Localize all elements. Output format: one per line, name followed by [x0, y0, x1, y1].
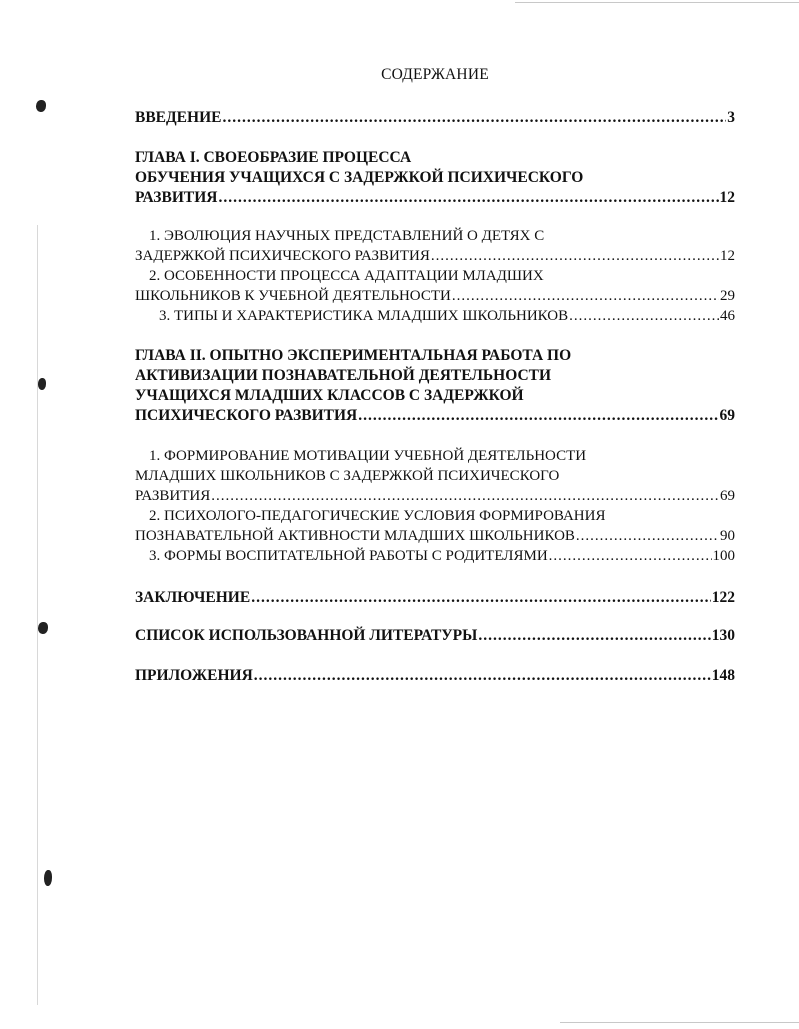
toc-entry-title-line: 3. ФОРМЫ ВОСПИТАТЕЛЬНОЙ РАБОТЫ С РОДИТЕЛЯМИ: [149, 548, 548, 564]
leader-dots: [452, 286, 719, 306]
leader-dots: [211, 486, 719, 506]
scan-top-line: [515, 2, 799, 3]
toc-entry-page: 100: [712, 548, 735, 564]
toc-entry-section-2-1[interactable]: [135, 446, 735, 506]
toc-entry-title-line: 3. ТИПЫ И ХАРАКТЕРИСТИКА МЛАДШИХ ШКОЛЬНИКОВ: [159, 308, 569, 324]
toc-entry-section-2-3[interactable]: [135, 546, 735, 566]
toc-entry-title-line: ЗАДЕРЖКОЙ ПСИХИЧЕСКОГО РАЗВИТИЯ: [135, 248, 430, 264]
scan-margin-line: [37, 225, 38, 1005]
toc-entry-page: 46: [720, 308, 735, 324]
leader-dots: [218, 188, 718, 208]
toc-entry-chapter-1[interactable]: [135, 148, 735, 208]
page-title: СОДЕРЖАНИЕ: [381, 66, 489, 83]
leader-dots: [254, 666, 711, 686]
toc-entry-page: 90: [720, 528, 735, 544]
toc-entry-section-2-2[interactable]: [135, 506, 735, 546]
toc-entry-title-line: РАЗВИТИЯ: [135, 488, 211, 504]
toc-entry-title-line: 1. ФОРМИРОВАНИЕ МОТИВАЦИИ УЧЕБНОЙ ДЕЯТЕЛЬНОСТИ: [149, 448, 587, 464]
leader-dots: [358, 406, 718, 426]
scan-mark-2: [38, 378, 46, 390]
toc-entry-page: 148: [711, 667, 735, 684]
toc-entry-page: 69: [720, 488, 735, 504]
toc-entry-title-line: ШКОЛЬНИКОВ К УЧЕБНОЙ ДЕЯТЕЛЬНОСТИ: [135, 288, 451, 304]
toc-entry-title: ВВЕДЕНИЕ: [135, 109, 222, 126]
scan-mark-4: [44, 870, 52, 886]
toc-entry-title-line: 2. ПСИХОЛОГО-ПЕДАГОГИЧЕСКИЕ УСЛОВИЯ ФОРМИРОВАНИЯ: [149, 508, 606, 524]
toc-entry-page: 29: [720, 288, 735, 304]
toc-entry-title: ЗАКЛЮЧЕНИЕ: [135, 589, 251, 606]
toc-entry-title-line: 2. ОСОБЕННОСТИ ПРОЦЕССА АДАПТАЦИИ МЛАДШИХ: [149, 268, 544, 284]
toc-entry-title-line: 1. ЭВОЛЮЦИЯ НАУЧНЫХ ПРЕДСТАВЛЕНИЙ О ДЕТЯХ С: [149, 228, 545, 244]
leader-dots: [569, 306, 719, 326]
toc-entry-title-line: ПОЗНАВАТЕЛЬНОЙ АКТИВНОСТИ МЛАДШИХ ШКОЛЬНИКОВ: [135, 528, 575, 544]
toc-entry-title-line: ГЛАВА I. СВОЕОБРАЗИЕ ПРОЦЕССА: [135, 149, 412, 166]
toc-entry-section-1-2[interactable]: [135, 266, 735, 306]
leader-dots: [431, 246, 719, 266]
toc-entry-title-line: ГЛАВА II. ОПЫТНО ЭКСПЕРИМЕНТАЛЬНАЯ РАБОТА ПО: [135, 347, 572, 364]
leader-dots: [251, 588, 711, 608]
leader-dots: [222, 108, 726, 128]
leader-dots: [549, 546, 712, 566]
toc-entry-title-line: МЛАДШИХ ШКОЛЬНИКОВ С ЗАДЕРЖКОЙ ПСИХИЧЕСКОГО: [135, 468, 560, 484]
toc-entry-page: 12: [719, 189, 735, 206]
toc-entry-title-line: АКТИВИЗАЦИИ ПОЗНАВАТЕЛЬНОЙ ДЕЯТЕЛЬНОСТИ: [135, 367, 552, 384]
toc-entry-page: 12: [720, 248, 735, 264]
toc-entry-title-line: РАЗВИТИЯ: [135, 189, 218, 206]
toc-entry-title-line: ПСИХИЧЕСКОГО РАЗВИТИЯ: [135, 407, 358, 424]
toc-entry-title: ПРИЛОЖЕНИЯ: [135, 667, 253, 684]
toc-entry-conclusion[interactable]: [135, 588, 735, 608]
scan-mark-1: [36, 100, 46, 112]
scan-bottom-line: [560, 1022, 799, 1023]
toc-entry-section-1-1[interactable]: [135, 226, 735, 266]
toc-entry-page: 130: [711, 627, 735, 644]
toc-entry-page: 69: [719, 407, 735, 424]
toc-entry-introduction[interactable]: [135, 108, 735, 128]
toc-entry-section-1-3[interactable]: [135, 306, 735, 326]
leader-dots: [478, 626, 710, 646]
toc-entry-page: 3: [727, 109, 735, 126]
toc-entry-references[interactable]: [135, 626, 735, 646]
toc-entry-title-line: ОБУЧЕНИЯ УЧАЩИХСЯ С ЗАДЕРЖКОЙ ПСИХИЧЕСКОГО: [135, 169, 584, 186]
toc-entry-chapter-2[interactable]: [135, 346, 735, 426]
toc-entry-page: 122: [711, 589, 735, 606]
scan-mark-3: [38, 622, 48, 634]
toc-entry-title: СПИСОК ИСПОЛЬЗОВАННОЙ ЛИТЕРАТУРЫ: [135, 627, 478, 644]
leader-dots: [576, 526, 719, 546]
toc-entry-appendix[interactable]: [135, 666, 735, 686]
toc-entry-title-line: УЧАЩИХСЯ МЛАДШИХ КЛАССОВ С ЗАДЕРЖКОЙ: [135, 387, 524, 404]
